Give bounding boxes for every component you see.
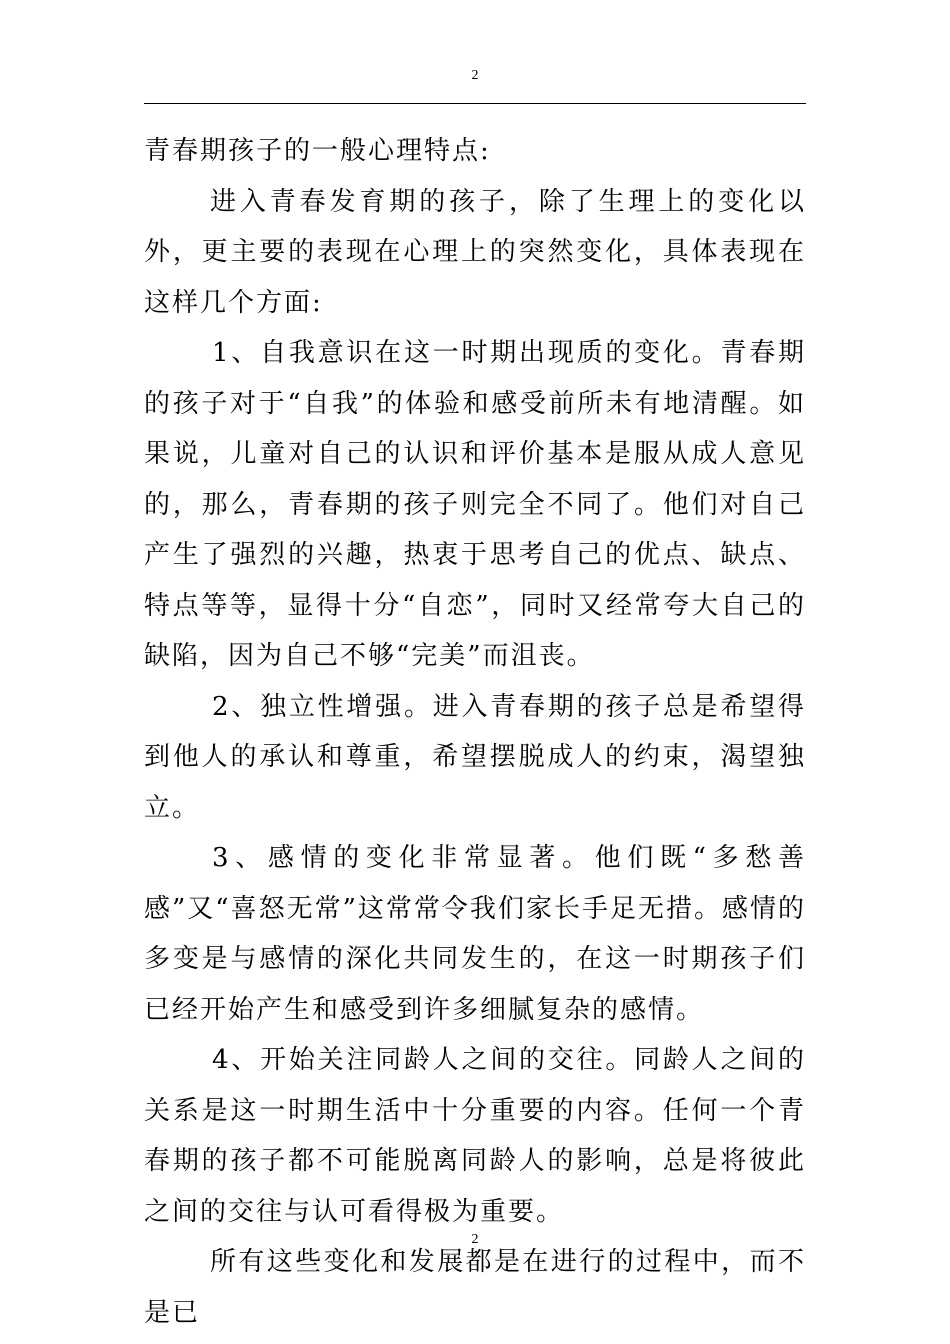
header-page-number: 2 <box>471 68 479 83</box>
list-item: 3、感情的变化非常显著。他们既“多愁善感”又“喜怒无常”这常常令我们家长手足无措。感情的多变是与感情的深化共同发生的，在这一时期孩子们已经开始产生和感受到许多细腻复杂的感情。 <box>144 843 806 1025</box>
header-rule <box>144 103 806 104</box>
document-body <box>144 126 806 1338</box>
intro-paragraph: 进入青春发育期的孩子，除了生理上的变化以外，更主要的表现在心理上的突然变化，具体表现在这样几个方面: <box>144 186 806 318</box>
list-item: 1、自我意识在这一时期出现质的变化。青春期的孩子对于“自我”的体验和感受前所未有地清醒。如果说，儿童对自己的认识和评价基本是服从成人意见的，那么，青春期的孩子则完全不同了。他们对自己产生了强烈的兴趣，热衷于思考自己的优点、缺点、特点等等，显得十分“自恋”，同时又经常夸大自己的缺陷，因为自己不够“完美”而沮丧。 <box>144 338 806 671</box>
closing-paragraph: 所有这些变化和发展都是在进行的过程中，而不是已 <box>144 1247 806 1328</box>
footer-page-number: 2 <box>471 1232 479 1247</box>
list-item: 4、开始关注同龄人之间的交往。同龄人之间的关系是这一时期生活中十分重要的内容。任何一个青春期的孩子都不可能脱离同龄人的影响，总是将彼此之间的交往与认可看得极为重要。 <box>144 1045 806 1227</box>
list-item: 2、独立性增强。进入青春期的孩子总是希望得到他人的承认和尊重，希望摆脱成人的约束，渴望独立。 <box>144 691 806 823</box>
section-heading: 青春期孩子的一般心理特点: <box>144 136 491 166</box>
